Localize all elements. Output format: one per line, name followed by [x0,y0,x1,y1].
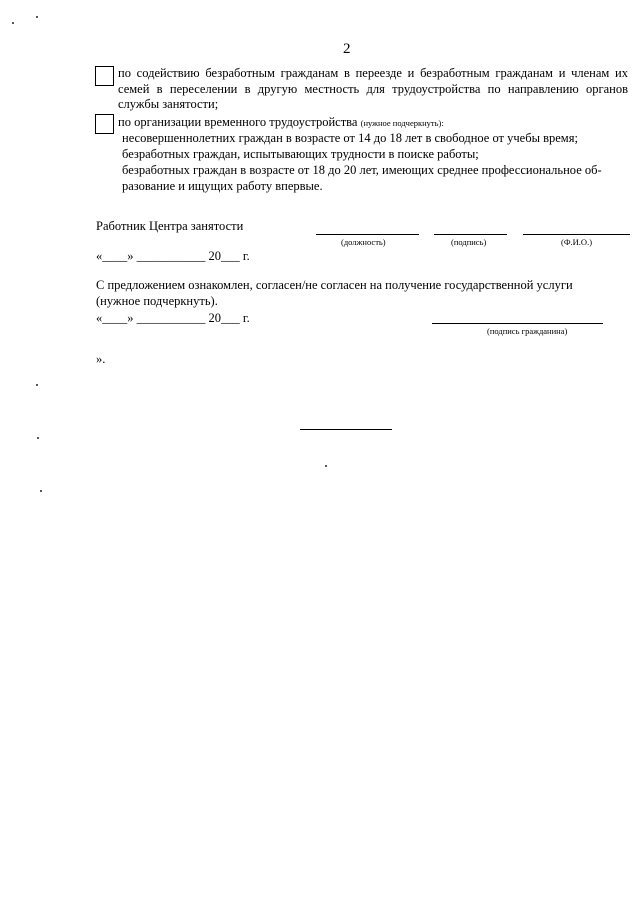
consent-line-2: (нужное подчеркнуть). [96,294,218,308]
signature-line [434,234,507,235]
item-temporary-employment [118,115,628,132]
scan-speck [36,16,38,18]
scan-speck [12,22,14,24]
item-relocation-text: по содействию безработным гражданам в переезде и безработным гражданам и членам их семей в переселении в другую местность для трудоустройства по направлению органов службы занятости; [118,66,628,111]
scan-speck [37,437,39,439]
closing-quote: ». [96,352,106,366]
citizen-signature-caption: (подпись гражданина) [487,326,568,336]
fio-line [523,234,630,235]
underline-note: (нужное подчеркнуть): [360,118,444,128]
signature-caption: (подпись) [451,237,487,247]
subline-minors: несовершеннолетних граждан в возрасте от 14 до 18 лет в свободное от учебы время; [122,131,578,145]
citizen-signature-line [432,323,603,324]
subline-graduates: безработных граждан в возрасте от 18 до 20 лет, имеющих среднее профессиональное об- [122,163,602,177]
position-line [316,234,419,235]
temporary-employment-checkbox[interactable] [95,114,114,134]
subline-difficulty: безработных граждан, испытывающих трудности в поиске работы; [122,147,479,161]
consent-line-1: С предложением ознакомлен, согласен/не согласен на получение государственной услуги [96,278,573,292]
scan-speck [40,490,42,492]
relocation-checkbox[interactable] [95,66,114,86]
worker-date-line: «____» ___________ 20___ г. [96,249,250,263]
consent-date-line: «____» ___________ 20___ г. [96,311,250,325]
scan-speck [325,465,327,467]
separator-line [300,429,392,430]
page-number: 2 [343,41,351,57]
position-caption: (должность) [341,237,386,247]
item-temporary-employment-text: по организации временного трудоустройства [118,115,358,129]
fio-caption: (Ф.И.О.) [561,237,593,247]
subline-graduates-cont: разование и ищущих работу впервые. [122,179,323,193]
scan-speck [36,384,38,386]
worker-label: Работник Центра занятости [96,219,244,233]
